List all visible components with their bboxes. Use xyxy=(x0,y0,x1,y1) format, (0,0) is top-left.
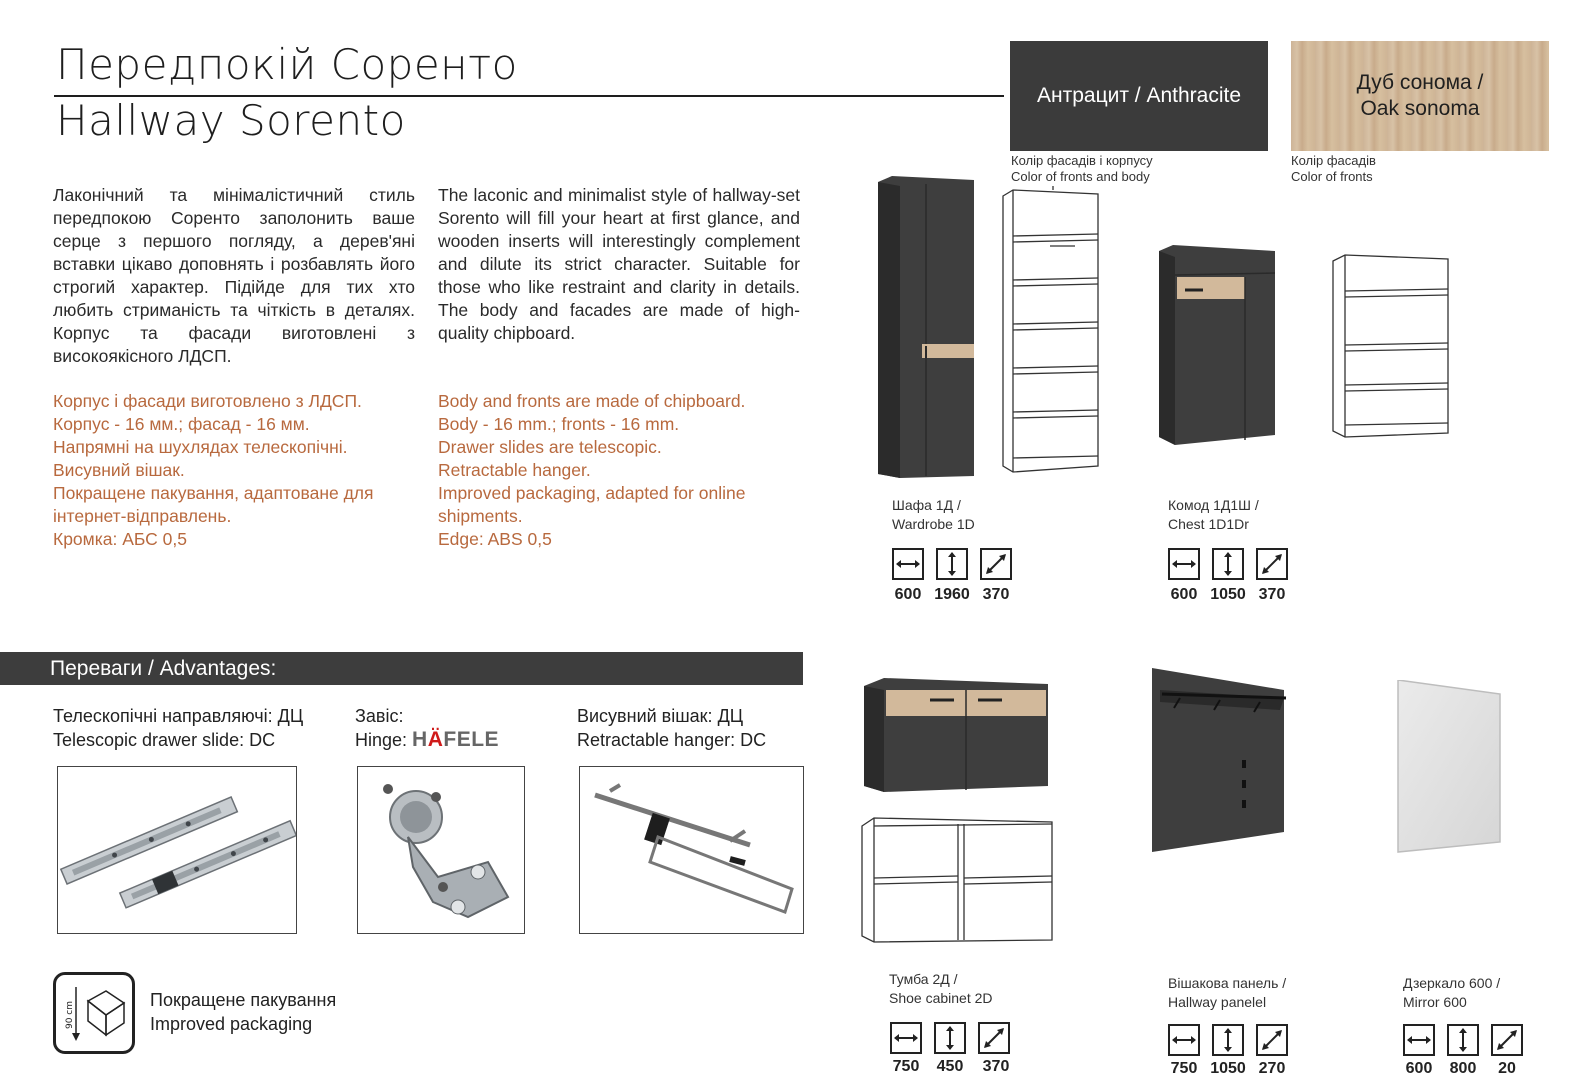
width-icon xyxy=(890,1022,922,1054)
oak-label-line1: Дуб сонома / xyxy=(1356,71,1484,94)
hallway-panel-name-en: Hallway panelel xyxy=(1168,994,1267,1010)
packaging-label xyxy=(150,988,336,1036)
chest-width: 600 xyxy=(1170,586,1198,603)
shoe-cabinet-width: 750 xyxy=(892,1058,920,1075)
anthracite-caption-en: Color of fronts and body xyxy=(1011,169,1150,184)
hallway-panel-illustration xyxy=(1150,668,1300,858)
mirror-illustration xyxy=(1396,680,1506,855)
slide-label xyxy=(53,704,303,752)
wardrobe-name-en: Wardrobe 1D xyxy=(892,516,975,532)
hallway-panel-dimensions xyxy=(1168,1024,1308,1080)
width-icon xyxy=(1168,548,1200,580)
hinge-label xyxy=(355,704,499,752)
hinge-label-en: Hinge: xyxy=(355,730,408,750)
chest-name-uk: Комод 1Д1Ш / xyxy=(1168,497,1259,513)
packaging-box-icon xyxy=(53,972,135,1054)
feature-en-5: Improved packaging, adapted for online shipments. xyxy=(438,483,746,526)
depth-icon xyxy=(1256,1024,1288,1056)
height-icon xyxy=(1212,548,1244,580)
wardrobe-height: 1960 xyxy=(934,586,970,603)
feature-uk-4: Висувний вішак. xyxy=(53,460,185,480)
title-english: Hallway Sorento xyxy=(56,96,406,145)
hafele-logo: HÄFELE xyxy=(412,728,500,751)
slide-label-en: Telescopic drawer slide: DC xyxy=(53,730,276,750)
hanger-label-uk: Висувний вішак: ДЦ xyxy=(577,706,744,726)
depth-icon xyxy=(1491,1024,1523,1056)
hinge-image xyxy=(357,766,525,934)
product-shoe-cabinet-name xyxy=(889,970,993,1008)
hallway-panel-name-uk: Вішакова панель / xyxy=(1168,975,1287,991)
mirror-height: 800 xyxy=(1449,1060,1477,1077)
mirror-width: 600 xyxy=(1405,1060,1433,1077)
slide-label-uk: Телескопічні направляючі: ДЦ xyxy=(53,706,304,726)
mirror-name-uk: Дзеркало 600 / xyxy=(1403,975,1501,991)
shoe-cabinet-name-uk: Тумба 2Д / xyxy=(889,971,958,987)
product-wardrobe-name xyxy=(892,496,975,534)
hanger-label-en: Retractable hanger: DC xyxy=(577,730,767,750)
oak-label-line2: Oak sonoma xyxy=(1360,97,1480,120)
wardrobe-illustration xyxy=(870,176,1110,486)
chest-depth: 370 xyxy=(1258,586,1286,603)
feature-uk-1: Корпус і фасади виготовлено з ЛДСП. xyxy=(53,391,362,411)
shoe-cabinet-height: 450 xyxy=(936,1058,964,1075)
drawer-slide-image xyxy=(57,766,297,934)
wardrobe-width: 600 xyxy=(894,586,922,603)
shoe-cabinet-illustration xyxy=(860,678,1060,958)
oak-caption-uk: Колір фасадів xyxy=(1291,153,1376,168)
features-uk xyxy=(53,390,423,551)
packaging-label-uk: Покращене пакування xyxy=(150,990,337,1010)
feature-en-1: Body and fronts are made of chipboard. xyxy=(438,391,746,411)
depth-icon xyxy=(980,548,1012,580)
advantages-heading-bar xyxy=(0,652,803,685)
chest-height: 1050 xyxy=(1210,586,1246,603)
width-icon xyxy=(1168,1024,1200,1056)
retractable-hanger-image xyxy=(579,766,804,934)
height-icon xyxy=(936,548,968,580)
height-icon xyxy=(1212,1024,1244,1056)
hallway-panel-depth: 270 xyxy=(1258,1060,1286,1077)
anthracite-label: Антрацит / Anthracite xyxy=(1036,84,1241,107)
mirror-depth: 20 xyxy=(1498,1060,1516,1077)
feature-en-4: Retractable hanger. xyxy=(438,460,591,480)
mirror-dimensions xyxy=(1403,1024,1543,1080)
advantages-heading: Переваги / Advantages: xyxy=(50,657,277,680)
product-mirror-name xyxy=(1403,974,1500,1012)
width-icon xyxy=(1403,1024,1435,1056)
feature-uk-3: Напрямні на шухлядах телескопічні. xyxy=(53,437,348,457)
oak-caption-en: Color of fronts xyxy=(1291,169,1373,184)
anthracite-swatch xyxy=(1010,41,1268,151)
feature-en-2: Body - 16 mm.; fronts - 16 mm. xyxy=(438,414,680,434)
width-icon xyxy=(892,548,924,580)
oak-caption xyxy=(1291,153,1376,185)
depth-icon xyxy=(978,1022,1010,1054)
wardrobe-depth: 370 xyxy=(982,586,1010,603)
wardrobe-name-uk: Шафа 1Д / xyxy=(892,497,961,513)
mirror-name-en: Mirror 600 xyxy=(1403,994,1467,1010)
height-icon xyxy=(934,1022,966,1054)
packaging-icon-text: 90 cm xyxy=(65,1000,75,1030)
features-en xyxy=(438,390,808,551)
depth-icon xyxy=(1256,548,1288,580)
anthracite-caption-uk: Колір фасадів і корпусу xyxy=(1011,153,1153,168)
hinge-label-uk: Завіс: xyxy=(355,706,404,726)
shoe-cabinet-depth: 370 xyxy=(982,1058,1010,1075)
hanger-label xyxy=(577,704,766,752)
title-ukrainian: Передпокій Соренто xyxy=(56,40,518,89)
product-hallway-panel-name xyxy=(1168,974,1286,1012)
feature-en-3: Drawer slides are telescopic. xyxy=(438,437,662,457)
feature-en-6: Edge: ABS 0,5 xyxy=(438,529,552,549)
feature-uk-5: Покращене пакування, адаптоване для інтернет-відправлень. xyxy=(53,483,374,526)
hallway-panel-width: 750 xyxy=(1170,1060,1198,1077)
oak-sonoma-swatch xyxy=(1291,41,1549,151)
chest-dimensions xyxy=(1168,548,1308,608)
wardrobe-dimensions xyxy=(892,548,1032,608)
chest-name-en: Chest 1D1Dr xyxy=(1168,516,1249,532)
feature-uk-6: Кромка: АБС 0,5 xyxy=(53,529,187,549)
description-en: The laconic and minimalist style of hallway-set Sorento will fill your heart at first glance, and wooden inserts will interestingly complement and dilute its strict character. Suitable for those who like restraint and clarity in details. The body and facades are made of high-quality chipboard. xyxy=(438,185,800,343)
feature-uk-2: Корпус - 16 мм.; фасад - 16 мм. xyxy=(53,414,310,434)
hallway-panel-height: 1050 xyxy=(1210,1060,1246,1077)
packaging-label-en: Improved packaging xyxy=(150,1014,313,1034)
product-chest-name xyxy=(1168,496,1259,534)
shoe-cabinet-dimensions xyxy=(890,1022,1030,1080)
chest-illustration xyxy=(1155,245,1465,455)
description-uk: Лаконічний та мінімалістичний стиль передпокою Соренто заполонить ваше серце з першого погляду, а дерев'яні вставки цікаво доповнять і розбавлять його строгий характер. Підійде для тих хто любить стриманість та чіткість в деталях. Корпус та фасади виготовлені з високоякісного ЛДСП. xyxy=(53,185,415,366)
shoe-cabinet-name-en: Shoe cabinet 2D xyxy=(889,990,993,1006)
height-icon xyxy=(1447,1024,1479,1056)
